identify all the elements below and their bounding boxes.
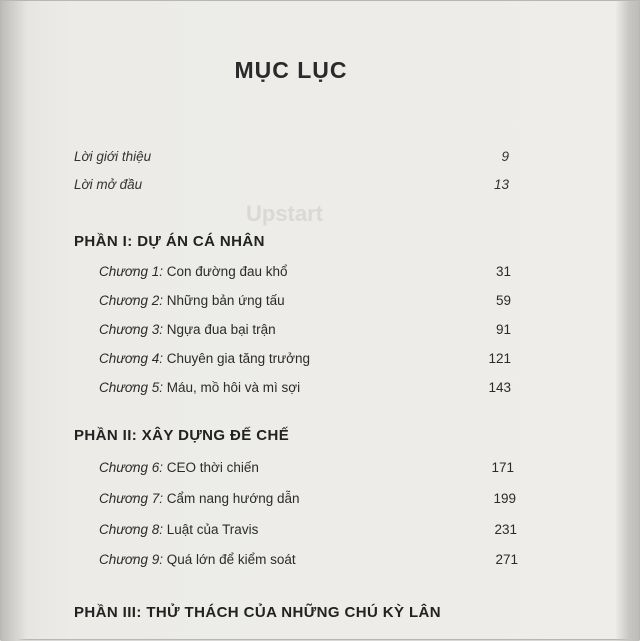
chapter-title: Ngựa đua bại trận [166, 322, 276, 337]
chapter-title: Quá lớn để kiểm soát [166, 552, 296, 567]
toc-chapter-item [99, 552, 296, 567]
toc-page-number: 271 [495, 552, 518, 567]
page-edge-shadow [615, 1, 639, 641]
chapter-title: Máu, mồ hôi và mì sợi [166, 380, 301, 395]
chapter-number: Chương 5: [99, 380, 163, 395]
toc-page-number: 171 [491, 460, 514, 475]
chapter-number: Chương 8: [99, 522, 163, 537]
toc-chapter-item [99, 522, 258, 537]
toc-page-number: 143 [488, 380, 511, 395]
toc-chapter-item [99, 351, 310, 366]
toc-page-number: 121 [488, 351, 511, 366]
chapter-number: Chương 2: [99, 293, 163, 308]
chapter-number: Chương 9: [99, 552, 163, 567]
chapter-number: Chương 7: [99, 491, 163, 506]
toc-page-number: 59 [495, 293, 511, 308]
toc-page-number: 199 [493, 491, 516, 506]
toc-part-heading: PHẦN II: XÂY DỰNG ĐẾ CHẾ [74, 427, 290, 444]
toc-page-number: 13 [493, 177, 509, 192]
chapter-number: Chương 3: [99, 322, 163, 337]
toc-chapter-item [99, 380, 300, 395]
toc-part-heading: PHẦN III: THỬ THÁCH CỦA NHỮNG CHÚ KỲ LÂN [74, 604, 441, 621]
toc-page-number: 9 [501, 149, 509, 164]
chapter-title: CEO thời chiến [166, 460, 259, 475]
toc-title: MỤC LỤC [234, 57, 348, 83]
toc-page-number: 231 [494, 522, 517, 537]
chapter-title: Những bản ứng tấu [166, 293, 285, 308]
toc-chapter-item [99, 293, 285, 308]
toc-chapter-item [99, 460, 259, 475]
chapter-title: Cẩm nang hướng dẫn [166, 491, 300, 506]
toc-chapter-item [99, 264, 288, 279]
chapter-title: Luật của Travis [166, 522, 259, 537]
chapter-number: Chương 6: [99, 460, 163, 475]
toc-page-number: 31 [495, 264, 511, 279]
chapter-title: Con đường đau khổ [166, 264, 288, 279]
toc-part-heading: PHẦN I: DỰ ÁN CÁ NHÂN [74, 233, 265, 250]
toc-chapter-item [99, 322, 276, 337]
toc-chapter-item [99, 491, 300, 506]
chapter-number: Chương 4: [99, 351, 163, 366]
toc-page-number: 91 [495, 322, 511, 337]
bleed-through-heading: Upstart [246, 201, 324, 226]
chapter-title: Chuyên gia tăng trưởng [166, 351, 310, 366]
page-spine-shadow [1, 1, 27, 641]
chapter-number: Chương 1: [99, 264, 163, 279]
toc-intro-item: Lời mở đầu [74, 177, 143, 192]
toc-intro-item: Lời giới thiệu [74, 149, 152, 164]
